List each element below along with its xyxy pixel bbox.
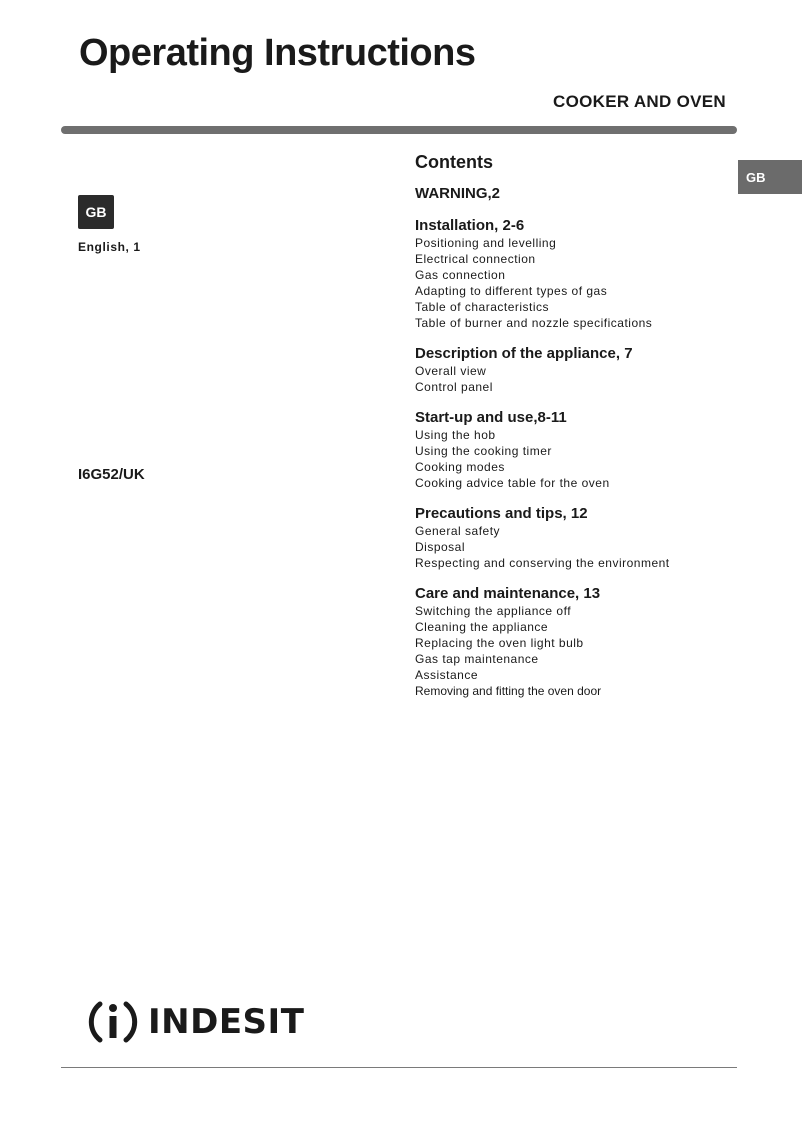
toc-item: Cooking advice table for the oven [415,476,610,490]
toc-section-installation [415,217,715,331]
table-of-contents [415,152,715,713]
toc-item: Replacing the oven light bulb [415,636,584,650]
model-number: I6G52/UK [78,466,145,483]
toc-section-title: Description of the appliance, 7 [415,345,633,362]
brand-logo [86,995,304,1049]
toc-item: Cooking modes [415,460,505,474]
toc-item: Gas connection [415,268,506,282]
toc-section-title: Start-up and use,8-11 [415,409,567,426]
toc-section-description [415,345,715,395]
toc-item: Overall view [415,364,487,378]
toc-item: Using the cooking timer [415,444,552,458]
toc-section-precautions [415,505,715,571]
toc-section-care [415,585,715,699]
toc-item: Control panel [415,380,493,394]
language-badge: GB [78,195,114,229]
toc-item: Assistance [415,668,479,682]
toc-item: Gas tap maintenance [415,652,539,666]
footer-divider [61,1067,737,1068]
toc-item: Adapting to different types of gas [415,284,608,298]
document-subtitle: COOKER AND OVEN [553,92,726,111]
toc-item: Cleaning the appliance [415,620,549,634]
toc-section-title: WARNING,2 [415,185,501,202]
toc-item: Removing and fitting the oven door [415,684,602,698]
brand-name: INDESIT [148,1002,305,1042]
toc-section-warning [415,185,715,203]
toc-item: Respecting and conserving the environment [415,556,670,570]
toc-item: Disposal [415,540,466,554]
page-title: Operating Instructions [79,32,476,74]
contents-heading: Contents [415,152,493,172]
language-side-tab: GB [738,160,802,194]
header-divider [61,126,737,134]
toc-item: Table of characteristics [415,300,550,314]
toc-section-startup [415,409,715,491]
language-label: English, 1 [78,240,141,254]
toc-section-title: Care and maintenance, 13 [415,585,601,602]
toc-item: Using the hob [415,428,496,442]
toc-item: General safety [415,524,501,538]
toc-item: Table of burner and nozzle specifications [415,316,653,330]
toc-item: Electrical connection [415,252,536,266]
toc-section-title: Installation, 2-6 [415,217,525,234]
indesit-logo-icon [86,995,140,1049]
toc-item: Positioning and levelling [415,236,557,250]
toc-section-title: Precautions and tips, 12 [415,505,588,522]
toc-item: Switching the appliance off [415,604,572,618]
